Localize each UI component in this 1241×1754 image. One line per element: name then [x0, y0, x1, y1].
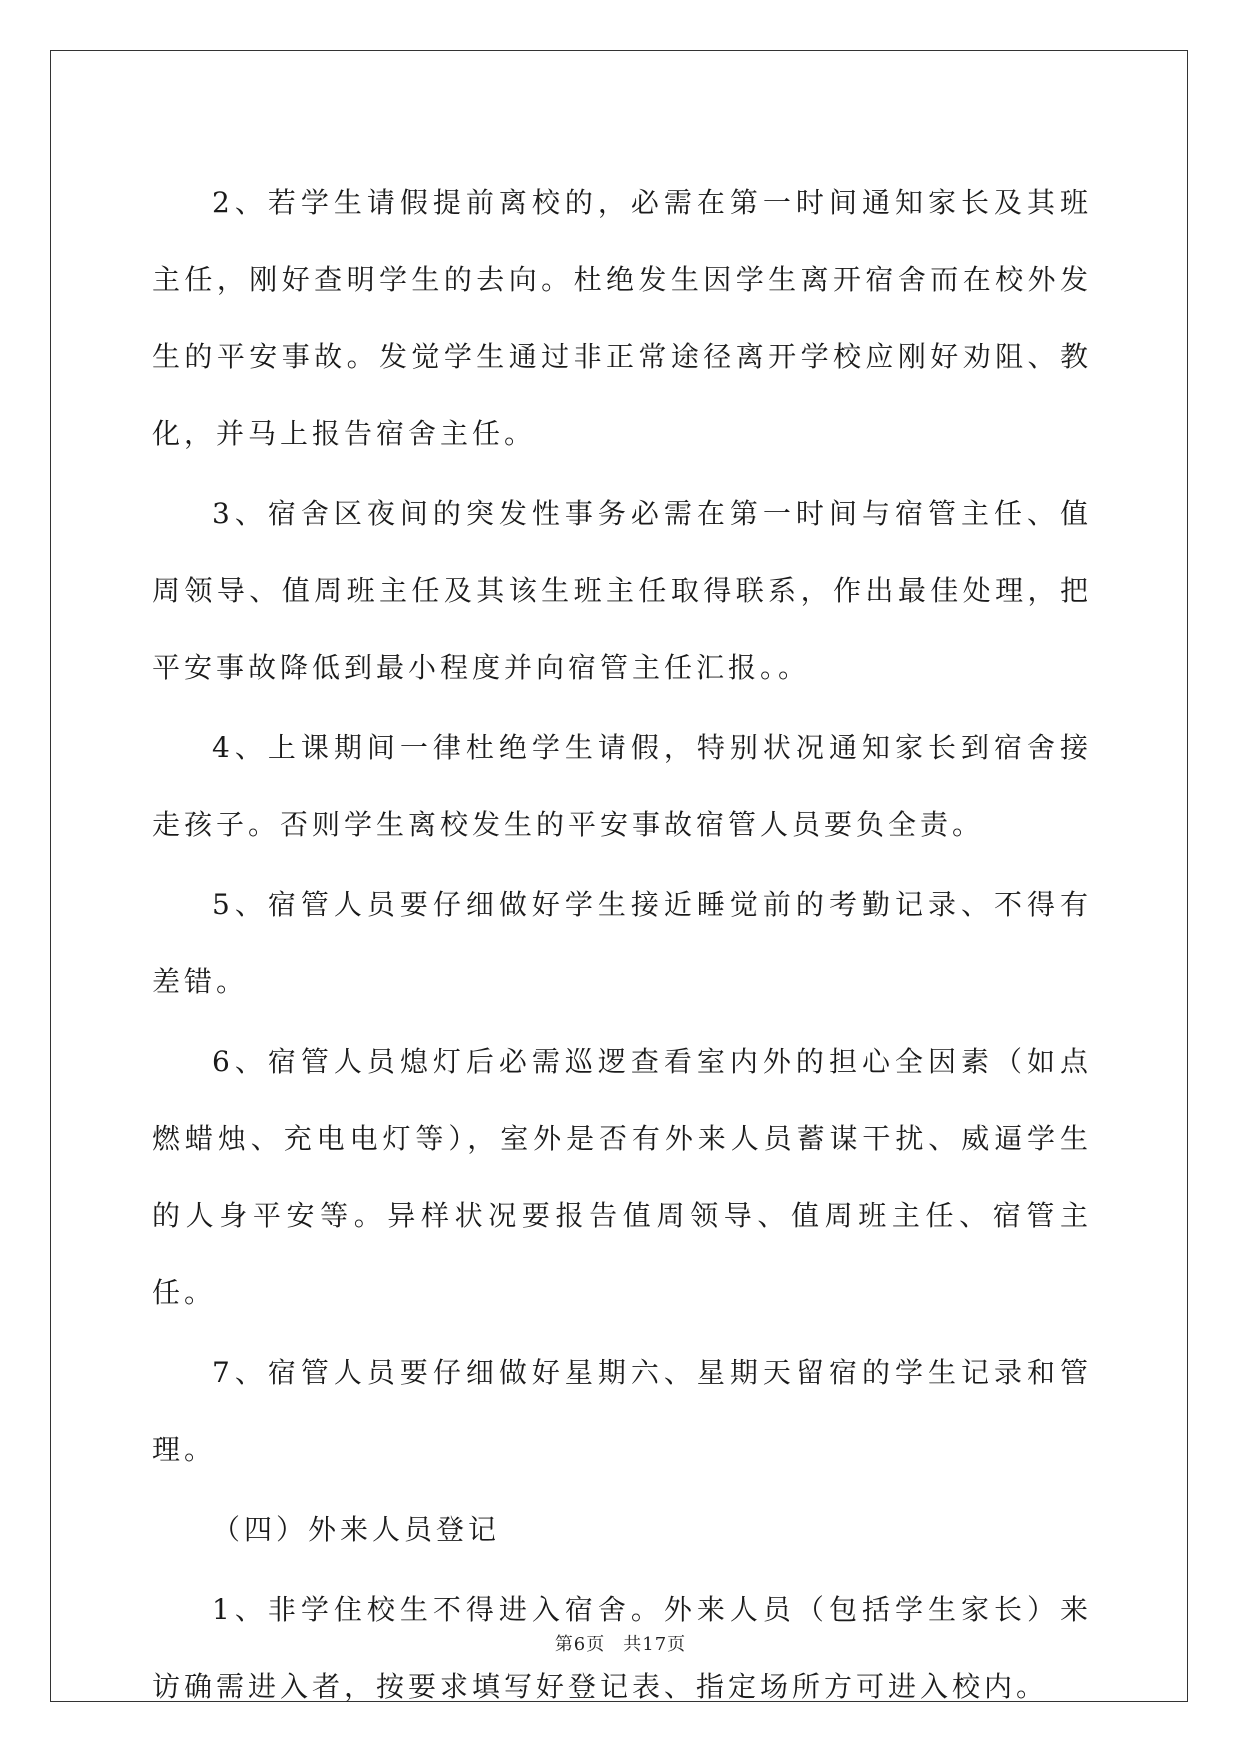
paragraph-visitor-1: 1、非学住校生不得进入宿舍。外来人员（包括学生家长）来访确需进入者，按要求填写好登记表、指定场所方可进入校内。	[152, 1593, 1092, 1703]
total-page-count: 共17页	[623, 1634, 687, 1655]
paragraph-item-3: 3、宿舍区夜间的突发性事务必需在第一时间与宿管主任、值周领导、值周班主任及其该生班主任取得联系，作出最佳处理，把平安事故降低到最小程度并向宿管主任汇报。。	[152, 497, 1092, 684]
paragraph-item-6: 6、宿管人员熄灯后必需巡逻查看室内外的担心全因素（如点燃蜡烛、充电电灯等），室外是否有外来人员蓄谋干扰、威逼学生的人身平安等。异样状况要报告值周领导、值周班主任、宿管主任。	[152, 1045, 1092, 1309]
paragraph-item-4: 4、上课期间一律杜绝学生请假，特别状况通知家长到宿舍接走孩子。否则学生离校发生的平安事故宿管人员要负全责。	[152, 731, 1092, 841]
section-heading-visitors: （四）外来人员登记	[212, 1513, 501, 1546]
document-body	[152, 164, 1092, 1728]
current-page-number: 第6页	[554, 1634, 606, 1655]
paragraph-item-5: 5、宿管人员要仔细做好学生接近睡觉前的考勤记录、不得有差错。	[152, 888, 1092, 998]
page-footer	[0, 1630, 1241, 1656]
paragraph-item-2: 2、若学生请假提前离校的，必需在第一时间通知家长及其班主任，刚好查明学生的去向。杜绝发生因学生离开宿舍而在校外发生的平安事故。发觉学生通过非正常途径离开学校应刚好劝阻、教化，并马上报告宿舍主任。	[152, 186, 1092, 450]
paragraph-item-7: 7、宿管人员要仔细做好星期六、星期天留宿的学生记录和管理。	[152, 1356, 1092, 1466]
